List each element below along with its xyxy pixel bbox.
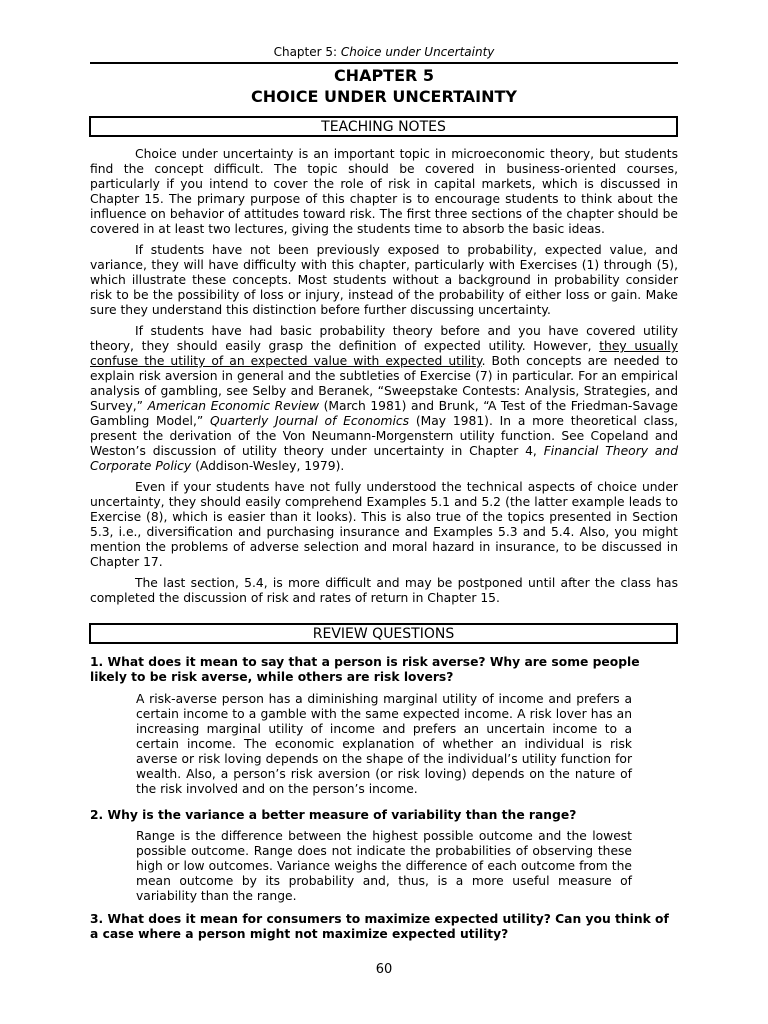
teaching-paragraph-4: Even if your students have not fully understood the technical aspects of choice under uncertainty, they should easily comprehend Examples 5.1 and 5.2 (the latter example leads to Exercise (8), which is easier than it looks). This is also true of the topics presented in Section 5.3, i.e., diversification and purchasing insurance and Examples 5.3 and 5.4. Also, you might mention the problems of adverse selection and moral hazard in insurance, to be discussed in Chapter 17. [90, 480, 678, 569]
teaching-paragraph-5: The last section, 5.4, is more difficult and may be postponed until after the class has completed the discussion of risk and rates of return in Chapter 15. [90, 576, 678, 605]
p3-book-title: Financial Theory and Corporate Policy [90, 444, 679, 473]
teaching-notes-heading: TEACHING NOTES [89, 116, 678, 137]
p3-text-e: (Addison-Wesley, 1979). [191, 459, 345, 473]
review-answer-2: Range is the difference between the highest possible outcome and the lowest possible outcome. Range does not indicate the probabilities of observing these high or low outcomes. Variance weighs the difference of each outcome from the mean outcome by its probability and, thus, is a more useful measure of variability than the range. [136, 829, 632, 903]
running-head [0, 45, 768, 60]
running-head-prefix: Chapter 5: [273, 45, 341, 59]
chapter-number: CHAPTER 5 [333, 66, 435, 85]
teaching-paragraph-1: Choice under uncertainty is an important topic in microeconomic theory, but students find the concept difficult. The topic should be covered in business-oriented courses, particularly if you intend to cover the role of risk in capital markets, which is discussed in Chapter 15. The primary purpose of this chapter is to encourage students to think about the influence on behavior of attitudes toward risk. The first three sections of the chapter should be covered in at least two lectures, giving the students time to absorb the basic ideas. [90, 147, 678, 236]
p3-text-a: If students have had basic probability theory before and you have covered utility theory, they should easily grasp the definition of expected utility. However, [90, 324, 678, 353]
teaching-paragraph-3 [90, 324, 678, 474]
review-questions-heading: REVIEW QUESTIONS [89, 623, 678, 644]
p3-text-c: (March 1981) and Brunk, “A Test of the Friedman-Savage Gambling Model,” [90, 399, 678, 428]
teaching-notes-body [90, 147, 678, 612]
review-question-3: 3. What does it mean for consumers to maximize expected utility? Can you think of a case where a person might not maximize expected utility? [90, 912, 669, 941]
page-number: 60 [375, 962, 393, 977]
running-head-title: Choice under Uncertainty [340, 45, 495, 59]
p3-journal-qje: Quarterly Journal of Economics [210, 414, 410, 428]
p3-journal-aer: American Economic Review [147, 399, 320, 413]
review-question-1: 1. What does it mean to say that a person is risk averse? Why are some people likely to be risk averse, while others are risk lovers? [90, 655, 640, 684]
p3-underlined-text: they usually confuse the utility of an expected value with expected utility [90, 339, 678, 368]
p3-text-b: . Both concepts are needed to explain risk aversion in general and the subtleties of Exercise (7) in particular. For an empirical analysis of gambling, see Selby and Beranek, “Sweepstake Contests: Analysis, Strategies, and Survey,” [90, 354, 678, 413]
header-rule [90, 62, 678, 64]
p3-text-d: (May 1981). In a more theoretical class, present the derivation of the Von Neumann-Morgenstern utility function. See Copeland and Weston’s discussion of utility theory under uncertainty in Chapter 4, [90, 414, 678, 458]
review-question-2: 2. Why is the variance a better measure of variability than the range? [90, 808, 577, 822]
review-answer-1: A risk-averse person has a diminishing marginal utility of income and prefers a certain income to a gamble with the same expected income. A risk lover has an increasing marginal utility of income and prefers an uncertain income to a certain income. The economic explanation of whether an individual is risk averse or risk loving depends on the shape of the individual’s utility function for wealth. Also, a person’s risk aversion (or risk loving) depends on the nature of the risk involved and on the person’s income. [136, 692, 632, 796]
teaching-paragraph-2: If students have not been previously exposed to probability, expected value, and variance, they will have difficulty with this chapter, particularly with Exercises (1) through (5), which illustrate these concepts. Most students without a background in probability consider risk to be the possibility of loss or injury, instead of the probability of either loss or gain. Make sure they understand this distinction before further discussing uncertainty. [90, 243, 678, 317]
chapter-title: CHOICE UNDER UNCERTAINTY [251, 87, 517, 106]
